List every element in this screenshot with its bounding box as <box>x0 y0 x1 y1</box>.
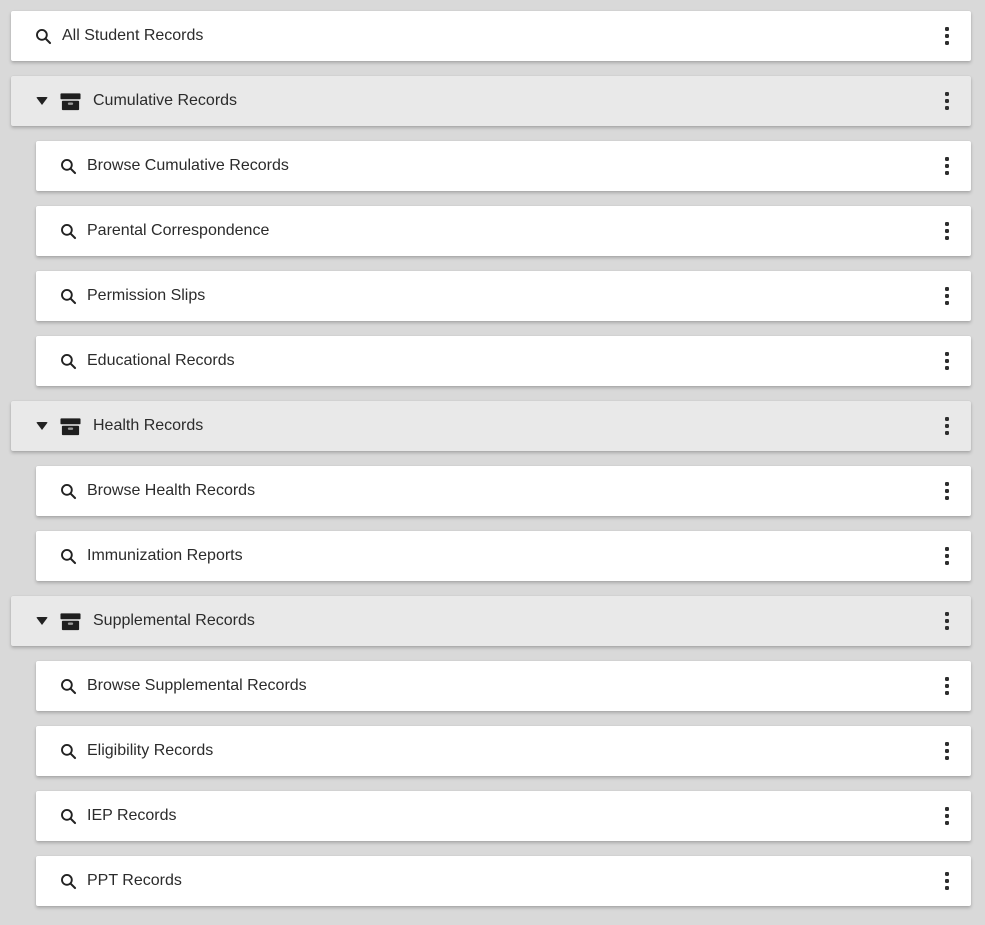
row-label: Browse Cumulative Records <box>87 157 289 174</box>
kebab-dot <box>945 482 949 486</box>
search-icon <box>60 678 77 695</box>
kebab-dot <box>945 684 949 688</box>
kebab-dot <box>945 229 949 233</box>
kebab-dot <box>945 222 949 226</box>
kebab-dot <box>945 431 949 435</box>
kebab-dot <box>945 807 949 811</box>
search-icon <box>60 548 77 565</box>
record-row-ppt-records[interactable] <box>36 856 971 906</box>
row-label: Health Records <box>93 417 204 434</box>
caret-down-icon[interactable] <box>36 617 48 625</box>
kebab-dot <box>945 359 949 363</box>
kebab-dot <box>945 547 949 551</box>
kebab-dot <box>945 417 949 421</box>
kebab-dot <box>945 294 949 298</box>
row-label: All Student Records <box>62 27 204 44</box>
kebab-dot <box>945 287 949 291</box>
kebab-menu-button[interactable] <box>943 90 951 112</box>
row-label: Immunization Reports <box>87 547 243 564</box>
kebab-dot <box>945 821 949 825</box>
search-icon <box>60 743 77 760</box>
kebab-menu-button[interactable] <box>943 220 951 242</box>
caret-down-icon[interactable] <box>36 97 48 105</box>
kebab-dot <box>945 742 949 746</box>
archive-box-icon <box>60 91 81 112</box>
record-row-all-student-records[interactable] <box>11 11 971 61</box>
kebab-dot <box>945 34 949 38</box>
row-label: Permission Slips <box>87 287 206 304</box>
record-row-immunization-reports[interactable] <box>36 531 971 581</box>
row-label: Browse Health Records <box>87 482 256 499</box>
search-icon <box>60 483 77 500</box>
row-label: Educational Records <box>87 352 235 369</box>
kebab-dot <box>945 236 949 240</box>
kebab-dot <box>945 41 949 45</box>
kebab-menu-button[interactable] <box>943 545 951 567</box>
kebab-dot <box>945 872 949 876</box>
kebab-menu-button[interactable] <box>943 480 951 502</box>
kebab-dot <box>945 99 949 103</box>
kebab-dot <box>945 677 949 681</box>
search-icon <box>60 158 77 175</box>
record-row-iep-records[interactable] <box>36 791 971 841</box>
kebab-dot <box>945 554 949 558</box>
search-icon <box>60 873 77 890</box>
kebab-dot <box>945 814 949 818</box>
kebab-menu-button[interactable] <box>943 155 951 177</box>
kebab-dot <box>945 691 949 695</box>
kebab-menu-button[interactable] <box>943 25 951 47</box>
record-row-permission-slips[interactable] <box>36 271 971 321</box>
kebab-menu-button[interactable] <box>943 675 951 697</box>
archive-box-icon <box>60 416 81 437</box>
kebab-dot <box>945 879 949 883</box>
kebab-dot <box>945 352 949 356</box>
caret-down-icon[interactable] <box>36 422 48 430</box>
kebab-dot <box>945 756 949 760</box>
kebab-dot <box>945 106 949 110</box>
row-label: IEP Records <box>87 807 177 824</box>
kebab-dot <box>945 561 949 565</box>
group-row-cumulative-records[interactable] <box>11 76 971 126</box>
kebab-dot <box>945 92 949 96</box>
kebab-dot <box>945 171 949 175</box>
kebab-dot <box>945 749 949 753</box>
record-row-browse-supplemental-records[interactable] <box>36 661 971 711</box>
group-row-health-records[interactable] <box>11 401 971 451</box>
search-icon <box>60 353 77 370</box>
kebab-dot <box>945 619 949 623</box>
kebab-menu-button[interactable] <box>943 350 951 372</box>
record-row-browse-health-records[interactable] <box>36 466 971 516</box>
search-icon <box>35 28 52 45</box>
row-label: Browse Supplemental Records <box>87 677 307 694</box>
record-row-browse-cumulative-records[interactable] <box>36 141 971 191</box>
record-row-parental-correspondence[interactable] <box>36 206 971 256</box>
kebab-dot <box>945 366 949 370</box>
kebab-dot <box>945 164 949 168</box>
kebab-dot <box>945 612 949 616</box>
archive-box-icon <box>60 611 81 632</box>
kebab-dot <box>945 496 949 500</box>
search-icon <box>60 223 77 240</box>
row-label: PPT Records <box>87 872 182 889</box>
record-row-educational-records[interactable] <box>36 336 971 386</box>
kebab-menu-button[interactable] <box>943 740 951 762</box>
kebab-dot <box>945 301 949 305</box>
kebab-menu-button[interactable] <box>943 805 951 827</box>
row-label: Supplemental Records <box>93 612 255 629</box>
kebab-dot <box>945 626 949 630</box>
kebab-dot <box>945 157 949 161</box>
kebab-menu-button[interactable] <box>943 870 951 892</box>
kebab-menu-button[interactable] <box>943 285 951 307</box>
kebab-dot <box>945 886 949 890</box>
row-label: Cumulative Records <box>93 92 238 109</box>
kebab-dot <box>945 27 949 31</box>
record-row-eligibility-records[interactable] <box>36 726 971 776</box>
kebab-menu-button[interactable] <box>943 415 951 437</box>
search-icon <box>60 288 77 305</box>
kebab-dot <box>945 489 949 493</box>
group-row-supplemental-records[interactable] <box>11 596 971 646</box>
kebab-menu-button[interactable] <box>943 610 951 632</box>
row-label: Eligibility Records <box>87 742 214 759</box>
row-label: Parental Correspondence <box>87 222 270 239</box>
kebab-dot <box>945 424 949 428</box>
search-icon <box>60 808 77 825</box>
